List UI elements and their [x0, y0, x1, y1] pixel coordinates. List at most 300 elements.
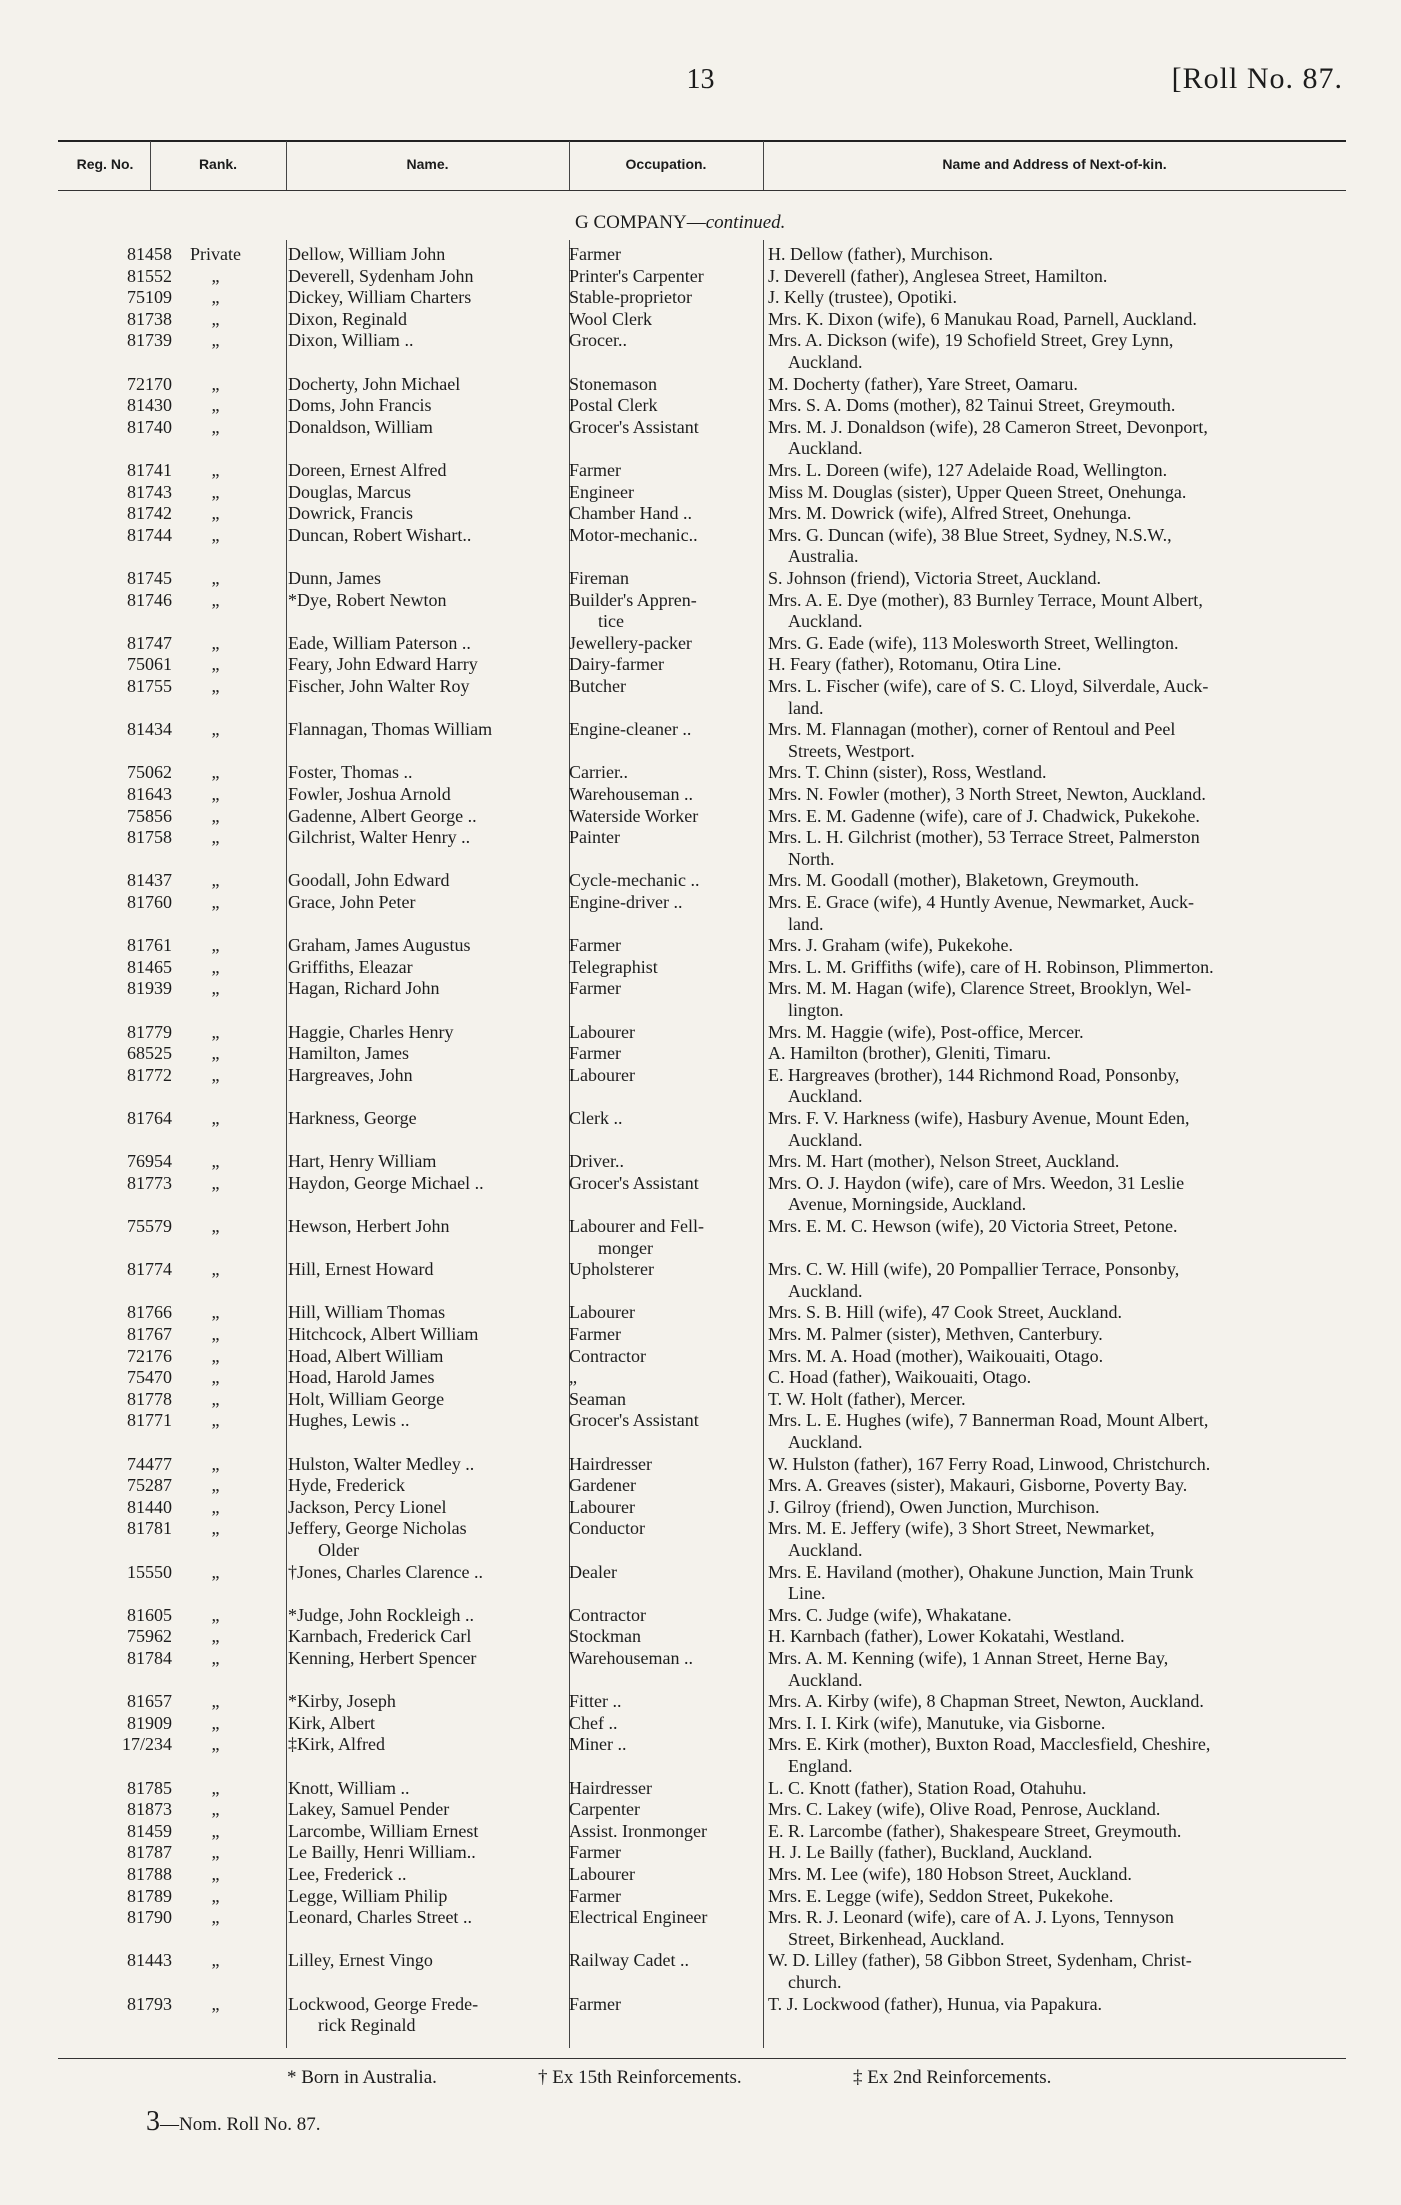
- soldier-name: Hyde, Frederick: [288, 1475, 405, 1496]
- rank: „: [211, 1993, 220, 2014]
- occupation: Grocer's Assistant: [569, 1172, 699, 1193]
- occupation: monger: [598, 1237, 653, 1258]
- occupation: Farmer: [569, 1324, 621, 1344]
- table-row: [0, 806, 1401, 828]
- table-row: [0, 1454, 1401, 1476]
- reg-number: 81772: [127, 1064, 172, 1085]
- table-row: [0, 892, 1401, 935]
- occupation: Electrical Engineer: [569, 1907, 708, 1928]
- table-row: [0, 1151, 1401, 1173]
- next-of-kin: lington.: [788, 999, 844, 1020]
- footnote-born-australia: * Born in Australia.: [287, 2067, 437, 2088]
- occupation: Seaman: [569, 1388, 626, 1409]
- table-row: [0, 395, 1401, 417]
- occupation: Chef ..: [569, 1712, 618, 1733]
- next-of-kin: land.: [788, 913, 824, 934]
- soldier-name: Dellow, William John: [288, 244, 446, 264]
- table-row: [0, 1886, 1401, 1908]
- next-of-kin: Mrs. M. E. Jeffery (wife), 3 Short Street, Newmarket,: [768, 1518, 1155, 1539]
- reg-number: 81785: [127, 1777, 172, 1798]
- reg-number: 68525: [127, 1043, 172, 1064]
- table-row: [0, 417, 1401, 460]
- next-of-kin: H. Dellow (father), Murchison.: [768, 244, 993, 264]
- soldier-name: Hagan, Richard John: [288, 978, 440, 999]
- reg-number: 75062: [127, 762, 172, 783]
- occupation: Jewellery-packer: [569, 632, 692, 653]
- occupation: Engine-cleaner ..: [569, 719, 692, 740]
- reg-number: 81793: [127, 1993, 172, 2014]
- table-row: [0, 568, 1401, 590]
- next-of-kin: Mrs. A. M. Kenning (wife), 1 Annan Street, Herne Bay,: [768, 1648, 1169, 1668]
- table-row: [0, 676, 1401, 719]
- soldier-name: Hart, Henry William: [288, 1151, 437, 1172]
- soldier-name: Gadenne, Albert George ..: [288, 805, 477, 826]
- occupation: „: [569, 1367, 577, 1388]
- rank: „: [211, 1604, 220, 1625]
- next-of-kin: Mrs. E. M. C. Hewson (wife), 20 Victoria Street, Petone.: [768, 1216, 1178, 1236]
- reg-number: 81746: [127, 589, 172, 610]
- soldier-name: Dixon, Reginald: [288, 308, 407, 329]
- next-of-kin: Mrs. E. Haviland (mother), Ohakune Junction, Main Trunk: [768, 1561, 1194, 1582]
- soldier-name: Donaldson, William: [288, 416, 433, 437]
- occupation: Fitter ..: [569, 1691, 622, 1712]
- table-row: [0, 330, 1401, 373]
- occupation: Warehouseman ..: [569, 784, 694, 804]
- rank: „: [211, 287, 220, 308]
- rank: „: [211, 632, 220, 653]
- occupation: Farmer: [569, 1885, 621, 1906]
- table-row: [0, 1302, 1401, 1324]
- rank: „: [211, 1021, 220, 1042]
- table-row: [0, 1734, 1401, 1777]
- table-row: [0, 1389, 1401, 1411]
- rank: „: [211, 1842, 220, 1863]
- next-of-kin: Mrs. E. Grace (wife), 4 Huntly Avenue, Newmarket, Auck-: [768, 892, 1195, 912]
- reg-number: 81779: [127, 1021, 172, 1042]
- rank: „: [211, 1799, 220, 1820]
- soldier-name: Hill, William Thomas: [288, 1302, 446, 1323]
- reg-number: 81790: [127, 1907, 172, 1928]
- occupation: Dealer: [569, 1561, 617, 1582]
- next-of-kin: Auckland.: [788, 1539, 863, 1560]
- rank: „: [211, 589, 220, 610]
- occupation: Driver..: [569, 1151, 624, 1172]
- next-of-kin: Mrs. L. Doreen (wife), 127 Adelaide Road, Wellington.: [768, 460, 1168, 480]
- next-of-kin: J. Deverell (father), Anglesea Street, Hamilton.: [768, 265, 1108, 286]
- rank: „: [211, 1043, 220, 1064]
- next-of-kin: Mrs. T. Chinn (sister), Ross, Westland.: [768, 762, 1047, 783]
- rank: „: [211, 784, 220, 804]
- page-number: 13: [686, 64, 715, 95]
- next-of-kin: H. J. Le Bailly (father), Buckland, Auckland.: [768, 1842, 1093, 1863]
- next-of-kin: Auckland.: [788, 351, 863, 372]
- rank: „: [211, 330, 220, 351]
- soldier-name: Fowler, Joshua Arnold: [288, 784, 451, 804]
- reg-number: 72170: [127, 373, 172, 394]
- occupation: Farmer: [569, 978, 621, 999]
- occupation: Painter: [569, 827, 620, 848]
- soldier-name: Harkness, George: [288, 1108, 417, 1128]
- occupation: Contractor: [569, 1345, 646, 1366]
- soldier-name: Lockwood, George Frede-: [288, 1993, 479, 2014]
- next-of-kin: Mrs. M. A. Hoad (mother), Waikouaiti, Otago.: [768, 1345, 1104, 1366]
- next-of-kin: Mrs. A. E. Dye (mother), 83 Burnley Terrace, Mount Albert,: [768, 589, 1203, 610]
- soldier-name: Lee, Frederick ..: [288, 1864, 407, 1884]
- reg-number: 81909: [127, 1712, 172, 1733]
- column-header-reg-no: Reg. No.: [76, 156, 134, 172]
- rank: „: [211, 1453, 220, 1474]
- next-of-kin: Line.: [788, 1583, 826, 1604]
- nom-roll-label: —Nom. Roll No. 87.: [160, 2114, 321, 2135]
- footer-rule: [58, 2058, 1346, 2059]
- rank: „: [211, 503, 220, 524]
- soldier-name: Haggie, Charles Henry: [288, 1021, 454, 1042]
- rank: „: [211, 1410, 220, 1431]
- reg-number: 81787: [127, 1842, 172, 1863]
- rank: „: [211, 654, 220, 675]
- reg-number: 81465: [127, 956, 172, 977]
- soldier-name: Dunn, James: [288, 568, 381, 588]
- soldier-name: Gilchrist, Walter Henry ..: [288, 827, 471, 848]
- soldier-name: Lilley, Ernest Vingo: [288, 1950, 433, 1971]
- table-row: [0, 827, 1401, 870]
- occupation: Farmer: [569, 935, 621, 956]
- table-row: [0, 633, 1401, 655]
- occupation: Stonemason: [569, 373, 657, 394]
- occupation: Farmer: [569, 1842, 621, 1863]
- next-of-kin: W. D. Lilley (father), 58 Gibbon Street, Sydenham, Christ-: [768, 1950, 1192, 1971]
- reg-number: 81788: [127, 1864, 172, 1884]
- soldier-name: Hughes, Lewis ..: [288, 1410, 410, 1431]
- occupation: Gardener: [569, 1475, 636, 1496]
- soldier-name: Foster, Thomas ..: [288, 762, 413, 783]
- occupation: Fireman: [569, 568, 629, 588]
- reg-number: 74477: [127, 1453, 172, 1474]
- occupation: Hairdresser: [569, 1777, 652, 1798]
- soldier-name: Docherty, John Michael: [288, 373, 461, 394]
- rank: „: [211, 956, 220, 977]
- reg-number: 81643: [127, 784, 172, 804]
- table-row: [0, 590, 1401, 633]
- rank: „: [211, 460, 220, 480]
- soldier-name: *Kirby, Joseph: [288, 1691, 396, 1712]
- table-row: [0, 1065, 1401, 1108]
- occupation: Contractor: [569, 1604, 646, 1625]
- occupation: Stockman: [569, 1626, 641, 1647]
- table-row: [0, 870, 1401, 892]
- next-of-kin: Auckland.: [788, 611, 863, 632]
- reg-number: 81743: [127, 481, 172, 502]
- header-rule-top: [58, 140, 1346, 142]
- nom-roll-reference: [146, 2106, 320, 2138]
- occupation: Grocer..: [569, 330, 627, 351]
- next-of-kin: Mrs. M. M. Hagan (wife), Clarence Street, Brooklyn, Wel-: [768, 978, 1192, 999]
- table-row: [0, 1324, 1401, 1346]
- next-of-kin: Mrs. L. E. Hughes (wife), 7 Bannerman Road, Mount Albert,: [768, 1410, 1209, 1431]
- rank: „: [211, 1626, 220, 1647]
- next-of-kin: J. Kelly (trustee), Opotiki.: [768, 287, 957, 308]
- next-of-kin: E. R. Larcombe (father), Shakespeare Street, Greymouth.: [768, 1820, 1182, 1841]
- rank: „: [211, 373, 220, 394]
- occupation: Carrier..: [569, 762, 628, 783]
- reg-number: 81784: [127, 1648, 172, 1668]
- rank: „: [211, 1496, 220, 1517]
- soldier-name: Graham, James Augustus: [288, 935, 471, 956]
- section-continued: continued.: [705, 212, 786, 233]
- rank: „: [211, 416, 220, 437]
- next-of-kin: Mrs. L. H. Gilchrist (mother), 53 Terrace Street, Palmerston: [768, 827, 1200, 848]
- rank: „: [211, 1648, 220, 1668]
- table-row: [0, 654, 1401, 676]
- soldier-name: Kirk, Albert: [288, 1712, 375, 1733]
- column-header-name: Name.: [406, 156, 449, 172]
- occupation: Assist. Ironmonger: [569, 1820, 707, 1841]
- next-of-kin: T. J. Lockwood (father), Hunua, via Papakura.: [768, 1993, 1103, 2014]
- soldier-name: Goodall, John Edward: [288, 870, 450, 891]
- next-of-kin: T. W. Holt (father), Mercer.: [768, 1388, 966, 1409]
- soldier-name: Older: [318, 1539, 359, 1560]
- occupation: Labourer and Fell-: [569, 1216, 704, 1236]
- reg-number: 81873: [127, 1799, 172, 1820]
- next-of-kin: Auckland.: [788, 1129, 863, 1150]
- next-of-kin: Mrs. N. Fowler (mother), 3 North Street, Newton, Auckland.: [768, 784, 1206, 804]
- table-row: [0, 287, 1401, 309]
- next-of-kin: church.: [788, 1971, 842, 1992]
- next-of-kin: H. Feary (father), Rotomanu, Otira Line.: [768, 654, 1062, 675]
- next-of-kin: Mrs. A. Kirby (wife), 8 Chapman Street, Newton, Auckland.: [768, 1691, 1204, 1712]
- table-row: [0, 1713, 1401, 1735]
- table-row: [0, 1216, 1401, 1259]
- reg-number: 81761: [127, 935, 172, 956]
- table-row: [0, 1605, 1401, 1627]
- soldier-name: Doreen, Ernest Alfred: [288, 460, 447, 480]
- next-of-kin: Australia.: [788, 546, 859, 567]
- soldier-name: Dowrick, Francis: [288, 503, 413, 524]
- table-row: [0, 374, 1401, 396]
- table-row: [0, 503, 1401, 525]
- table-row: [0, 482, 1401, 504]
- soldier-name: Karnbach, Frederick Carl: [288, 1626, 472, 1647]
- soldier-name: Fischer, John Walter Roy: [288, 676, 470, 696]
- next-of-kin: Mrs. M. Palmer (sister), Methven, Canterbury.: [768, 1324, 1103, 1344]
- rank: „: [211, 1108, 220, 1128]
- occupation: Warehouseman ..: [569, 1648, 694, 1668]
- rank: „: [211, 870, 220, 891]
- rank: „: [211, 1302, 220, 1323]
- rank: Private: [190, 244, 241, 264]
- next-of-kin: Mrs. E. M. Gadenne (wife), care of J. Chadwick, Pukekohe.: [768, 805, 1200, 826]
- rank: „: [211, 481, 220, 502]
- next-of-kin: H. Karnbach (father), Lower Kokatahi, Westland.: [768, 1626, 1125, 1647]
- occupation: Grocer's Assistant: [569, 416, 699, 437]
- soldier-name: *Judge, John Rockleigh ..: [288, 1604, 474, 1625]
- footnotes: [0, 2067, 1401, 2091]
- next-of-kin: Mrs. K. Dixon (wife), 6 Manukau Road, Parnell, Auckland.: [768, 308, 1197, 329]
- table-row: [0, 978, 1401, 1021]
- reg-number: 81755: [127, 676, 172, 696]
- occupation: Farmer: [569, 1993, 621, 2014]
- rank: „: [211, 568, 220, 588]
- table-row: [0, 1367, 1401, 1389]
- next-of-kin: land.: [788, 697, 824, 718]
- reg-number: 81440: [127, 1496, 172, 1517]
- rank: „: [211, 1172, 220, 1193]
- rank: „: [211, 1885, 220, 1906]
- table-row: [0, 935, 1401, 957]
- table-row: [0, 784, 1401, 806]
- reg-number: 15550: [127, 1561, 172, 1582]
- soldier-name: Legge, William Philip: [288, 1885, 448, 1906]
- section-company: G COMPANY—: [575, 212, 706, 233]
- table-row: [0, 1778, 1401, 1800]
- occupation: Grocer's Assistant: [569, 1410, 699, 1431]
- table-row: [0, 1648, 1401, 1691]
- table-row: [0, 1691, 1401, 1713]
- occupation: Farmer: [569, 1043, 621, 1064]
- roll-reference: [Roll No. 87.: [1171, 62, 1343, 95]
- rank: „: [211, 1777, 220, 1798]
- occupation: Stable-proprietor: [569, 287, 692, 308]
- nom-roll-sheet: 3: [146, 2106, 160, 2137]
- soldier-name: Hargreaves, John: [288, 1064, 413, 1085]
- rank: „: [211, 524, 220, 545]
- reg-number: 81741: [127, 460, 172, 480]
- next-of-kin: Mrs. E. Legge (wife), Seddon Street, Pukekohe.: [768, 1885, 1114, 1906]
- soldier-name: Flannagan, Thomas William: [288, 719, 493, 740]
- occupation: Hairdresser: [569, 1453, 652, 1474]
- rank: „: [211, 308, 220, 329]
- table-row: [0, 525, 1401, 568]
- next-of-kin: Mrs. E. Kirk (mother), Buxton Road, Macclesfield, Cheshire,: [768, 1734, 1211, 1755]
- reg-number: 75287: [127, 1475, 172, 1496]
- table-row: [0, 1821, 1401, 1843]
- column-header-next-of-kin: Name and Address of Next-of-kin.: [942, 156, 1167, 172]
- occupation: Butcher: [569, 676, 626, 696]
- occupation: Chamber Hand ..: [569, 503, 692, 524]
- next-of-kin: Mrs. R. J. Leonard (wife), care of A. J. Lyons, Tennyson: [768, 1907, 1174, 1928]
- soldier-name: Dickey, William Charters: [288, 287, 472, 308]
- soldier-name: Leonard, Charles Street ..: [288, 1907, 472, 1928]
- reg-number: 72176: [127, 1345, 172, 1366]
- soldier-name: Feary, John Edward Harry: [288, 654, 478, 675]
- reg-number: 81738: [127, 308, 172, 329]
- soldier-name: Hoad, Harold James: [288, 1367, 435, 1388]
- reg-number: 81778: [127, 1388, 172, 1409]
- table-row: [0, 1562, 1401, 1605]
- rank: „: [211, 1820, 220, 1841]
- soldier-name: Hewson, Herbert John: [288, 1216, 450, 1236]
- next-of-kin: Auckland.: [788, 1669, 863, 1690]
- reg-number: 81443: [127, 1950, 172, 1971]
- column-header-rank: Rank.: [198, 156, 238, 172]
- next-of-kin: Mrs. M. J. Donaldson (wife), 28 Cameron Street, Devonport,: [768, 416, 1208, 437]
- rank: „: [211, 1691, 220, 1712]
- soldier-name: Deverell, Sydenham John: [288, 265, 474, 286]
- next-of-kin: Mrs. J. Graham (wife), Pukekohe.: [768, 935, 1013, 956]
- next-of-kin: England.: [788, 1755, 853, 1776]
- reg-number: 81740: [127, 416, 172, 437]
- section-heading: [575, 212, 785, 234]
- next-of-kin: J. Gilroy (friend), Owen Junction, Murchison.: [768, 1496, 1100, 1517]
- rank: „: [211, 762, 220, 783]
- next-of-kin: Mrs. S. B. Hill (wife), 47 Cook Street, Auckland.: [768, 1302, 1122, 1323]
- reg-number: 76954: [127, 1151, 172, 1172]
- occupation: Miner ..: [569, 1734, 627, 1755]
- table-row: [0, 1626, 1401, 1648]
- table-row: [0, 1994, 1401, 2037]
- reg-number: 81789: [127, 1885, 172, 1906]
- soldier-name: Lakey, Samuel Pender: [288, 1799, 450, 1820]
- rank: „: [211, 1151, 220, 1172]
- reg-number: 81430: [127, 395, 172, 416]
- rank: „: [211, 1518, 220, 1539]
- table-row: [0, 719, 1401, 762]
- rank: „: [211, 1561, 220, 1582]
- soldier-name: Kenning, Herbert Spencer: [288, 1648, 477, 1668]
- table-row: [0, 762, 1401, 784]
- table-row: [0, 1950, 1401, 1993]
- rank: „: [211, 1734, 220, 1755]
- header-rule-bottom: [58, 190, 1346, 191]
- next-of-kin: Mrs. A. Dickson (wife), 19 Schofield Street, Grey Lynn,: [768, 330, 1174, 351]
- soldier-name: Jeffery, George Nicholas: [288, 1518, 467, 1539]
- next-of-kin: Mrs. S. A. Doms (mother), 82 Tainui Street, Greymouth.: [768, 395, 1176, 416]
- soldier-name: †Jones, Charles Clarence ..: [288, 1561, 483, 1582]
- occupation: Cycle-mechanic ..: [569, 870, 700, 891]
- table-row: [0, 1475, 1401, 1497]
- reg-number: 75109: [127, 287, 172, 308]
- soldier-name: Grace, John Peter: [288, 892, 416, 912]
- occupation: Farmer: [569, 244, 621, 264]
- rank: „: [211, 676, 220, 696]
- reg-number: 81747: [127, 632, 172, 653]
- occupation: Motor-mechanic..: [569, 524, 698, 545]
- rank: „: [211, 805, 220, 826]
- soldier-name: Eade, William Paterson ..: [288, 632, 471, 653]
- reg-number: 81552: [127, 265, 172, 286]
- next-of-kin: Mrs. M. Hart (mother), Nelson Street, Auckland.: [768, 1151, 1120, 1172]
- rank: „: [211, 935, 220, 956]
- occupation: Wool Clerk: [569, 308, 653, 329]
- table-row: [0, 1410, 1401, 1453]
- reg-number: 81458: [127, 244, 172, 264]
- next-of-kin: Avenue, Morningside, Auckland.: [788, 1194, 1027, 1215]
- occupation: Dairy-farmer: [569, 654, 664, 675]
- next-of-kin: Auckland.: [788, 1086, 863, 1107]
- occupation: Telegraphist: [569, 956, 658, 977]
- next-of-kin: North.: [788, 848, 835, 869]
- next-of-kin: Auckland.: [788, 1431, 863, 1452]
- rank: „: [211, 1712, 220, 1733]
- soldier-name: Griffiths, Eleazar: [288, 956, 413, 977]
- rank: „: [211, 1907, 220, 1928]
- footnote-ex-2nd: ‡ Ex 2nd Reinforcements.: [853, 2067, 1052, 2088]
- occupation: Labourer: [569, 1021, 635, 1042]
- next-of-kin: L. C. Knott (father), Station Road, Otahuhu.: [768, 1777, 1087, 1798]
- soldier-name: Holt, William George: [288, 1388, 445, 1409]
- soldier-name: Le Bailly, Henri William..: [288, 1842, 476, 1863]
- occupation: Railway Cadet ..: [569, 1950, 689, 1971]
- reg-number: 81764: [127, 1108, 172, 1128]
- reg-number: 81781: [127, 1518, 172, 1539]
- occupation: Postal Clerk: [569, 395, 658, 416]
- next-of-kin: Mrs. G. Eade (wife), 113 Molesworth Street, Wellington.: [768, 632, 1179, 653]
- rank: „: [211, 827, 220, 848]
- reg-number: 81745: [127, 568, 172, 588]
- occupation: Printer's Carpenter: [569, 265, 704, 286]
- reg-number: 81773: [127, 1172, 172, 1193]
- rank: „: [211, 1367, 220, 1388]
